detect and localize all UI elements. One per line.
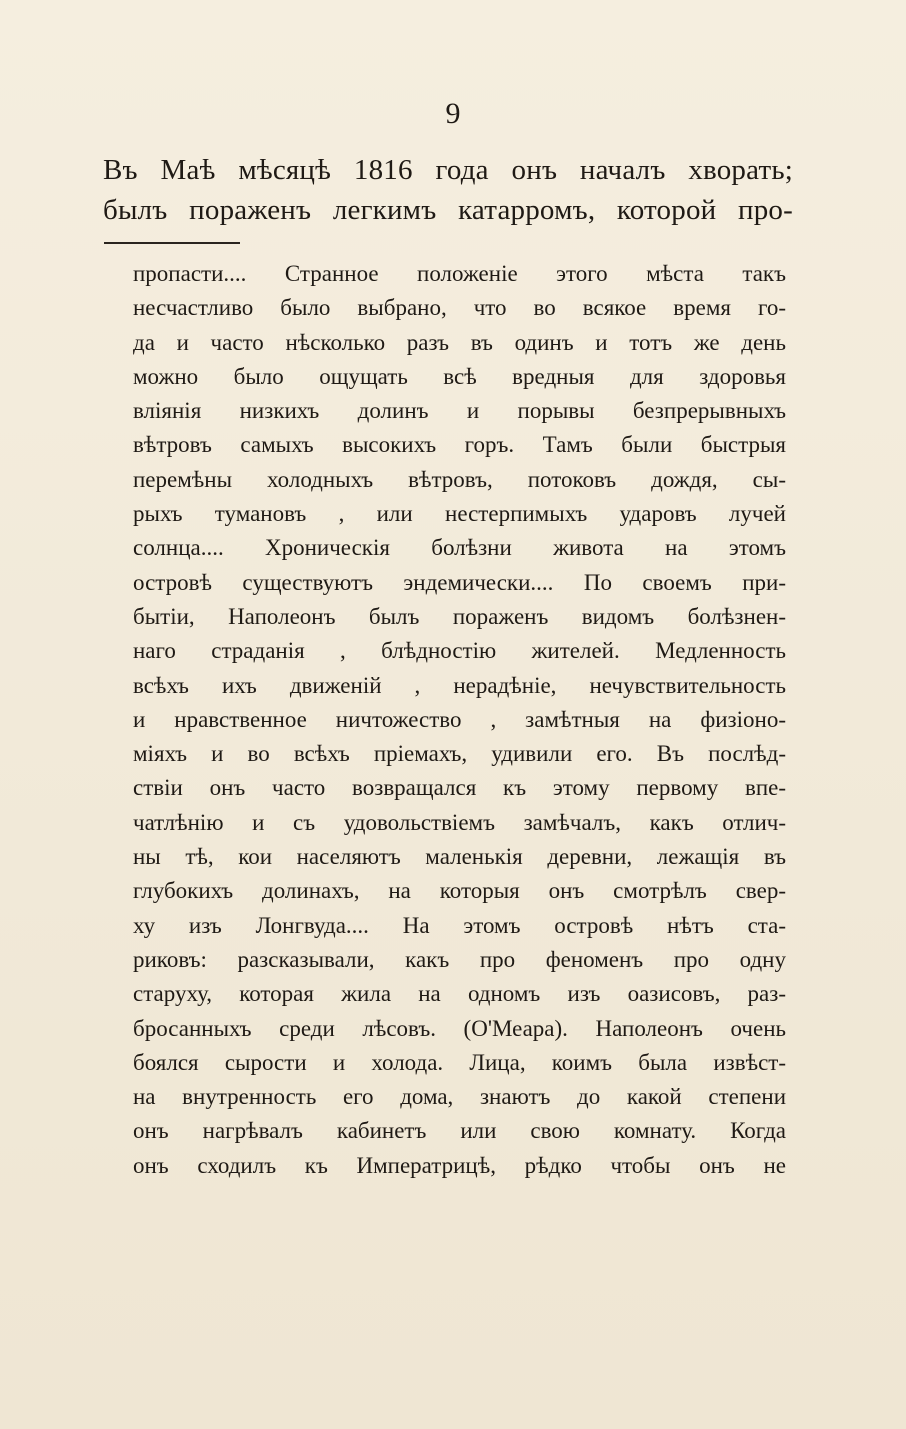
footnote-line: пропасти.... Странное положенiе этого мѣста такъ bbox=[133, 261, 786, 286]
footnote-line: ны тѣ, кои населяютъ маленькiя деревни, лежащiя въ bbox=[133, 844, 786, 870]
footnote-line: рыхъ тумановъ , или нестерпимыхъ ударовъ лучей bbox=[133, 501, 786, 527]
footnote-separator bbox=[104, 242, 240, 244]
page-number: 9 bbox=[445, 97, 461, 130]
footnote bbox=[133, 257, 786, 1183]
footnote-line: бытiи, Наполеонъ былъ пораженъ видомъ болѣзнен- bbox=[133, 603, 786, 629]
footnote-line: глубокихъ долинахъ, на которыя онъ смотрѣлъ свер- bbox=[133, 878, 786, 904]
footnote-line: перемѣны холодныхъ вѣтровъ, потоковъ дождя, сы- bbox=[133, 466, 786, 492]
footnote-line: ствiи онъ часто возвращался къ этому первому впе- bbox=[133, 775, 786, 801]
footnote-line: солнца.... Хроническiя болѣзни живота на этомъ bbox=[133, 535, 786, 561]
footnote-line: несчастливо было выбрано, что во всякое время го- bbox=[133, 295, 786, 321]
footnote-line: влiянiя низкихъ долинъ и порывы безпрерывныхъ bbox=[133, 398, 786, 424]
footnote-line: онъ сходилъ къ Императрицѣ, рѣдко чтобы онъ не bbox=[133, 1152, 786, 1178]
footnote-line: всѣхъ ихъ движенiй , нерадѣнiе, нечувствительность bbox=[133, 672, 786, 698]
footnote-line: риковъ: разсказывали, какъ про феноменъ про одну bbox=[133, 946, 786, 972]
main-text bbox=[103, 150, 793, 230]
footnote-line: старуху, которая жила на одномъ изъ оазисовъ, раз- bbox=[133, 981, 786, 1007]
footnote-line: островѣ существуютъ эндемически.... По своемъ при- bbox=[133, 569, 786, 595]
footnote-line: чатлѣнiю и съ удовольствiемъ замѣчалъ, какъ отлич- bbox=[133, 809, 786, 835]
main-text-line: Въ Маѣ мѣсяцѣ 1816 года онъ началъ хворать; bbox=[103, 154, 793, 186]
footnote-line: можно было ощущать всѣ вредныя для здоровья bbox=[133, 363, 786, 389]
footnote-line: онъ нагрѣвалъ кабинетъ или свою комнату. Когда bbox=[133, 1118, 786, 1144]
footnote-line: мiяхъ и во всѣхъ прiемахъ, удивили его. Въ послѣд- bbox=[133, 741, 786, 767]
footnote-line: и нравственное ничтожество , замѣтныя на физiоно- bbox=[133, 706, 786, 732]
footnote-line: вѣтровъ самыхъ высокихъ горъ. Тамъ были быстрыя bbox=[133, 432, 786, 458]
footnote-line: бросанныхъ среди лѣсовъ. (О'Меара). Наполеонъ очень bbox=[133, 1015, 786, 1041]
footnote-line: да и часто нѣсколько разъ въ одинъ и тотъ же день bbox=[133, 329, 786, 355]
footnote-line: боялся сырости и холода. Лица, коимъ была извѣст- bbox=[133, 1049, 786, 1075]
main-text-line: былъ пораженъ легкимъ катарромъ, которой про- bbox=[103, 194, 793, 226]
footnote-line: на внутренность его дома, знаютъ до какой степени bbox=[133, 1084, 786, 1110]
footnote-line: наго страданiя , блѣдностiю жителей. Медленность bbox=[133, 638, 786, 664]
footnote-line: ху изъ Лонгвуда.... На этомъ островѣ нѣтъ ста- bbox=[133, 912, 786, 938]
